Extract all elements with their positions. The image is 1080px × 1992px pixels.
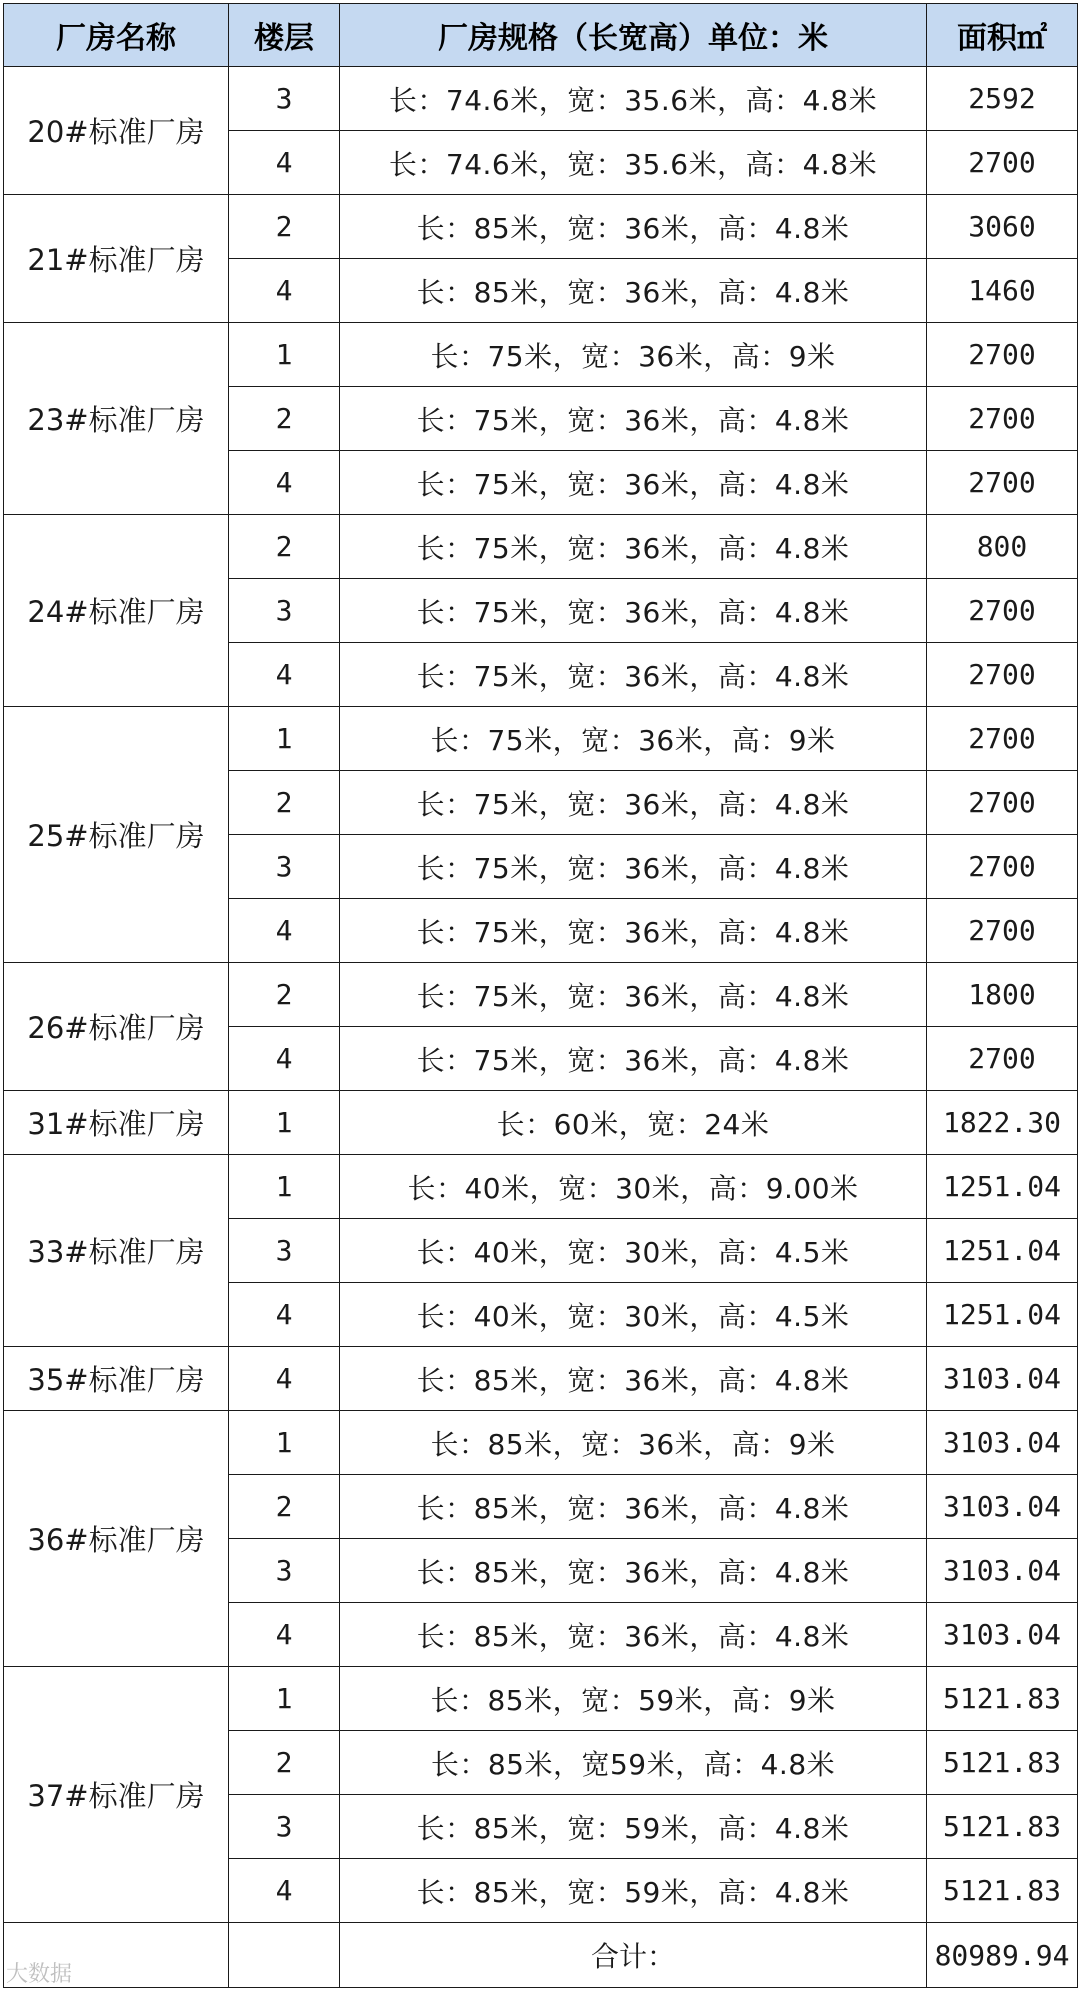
spec-cell: 长：85米，宽：36米，高：4.8米: [340, 1475, 927, 1539]
floor-cell: 1: [229, 707, 340, 771]
total-empty-cell: [229, 1923, 340, 1988]
area-cell: 5121.83: [927, 1859, 1078, 1923]
area-cell: 3060: [927, 195, 1078, 259]
spec-cell: 长：85米，宽：36米，高：4.8米: [340, 259, 927, 323]
spec-cell: 长：75米，宽：36米，高：4.8米: [340, 1027, 927, 1091]
total-row: [4, 1923, 1078, 1988]
table-body: [4, 67, 1078, 1988]
spec-cell: 长：75米，宽：36米，高：4.8米: [340, 515, 927, 579]
area-cell: 2700: [927, 771, 1078, 835]
spec-cell: 长：75米，宽：36米，高：4.8米: [340, 771, 927, 835]
building-name-cell: 25#标准厂房: [4, 707, 229, 963]
floor-cell: 3: [229, 67, 340, 131]
floor-cell: 1: [229, 1155, 340, 1219]
spec-cell: 长：75米，宽：36米，高：4.8米: [340, 963, 927, 1027]
area-cell: 5121.83: [927, 1795, 1078, 1859]
floor-cell: 4: [229, 451, 340, 515]
table-row: [4, 1347, 1078, 1411]
spec-cell: 长：40米，宽：30米，高：4.5米: [340, 1283, 927, 1347]
area-cell: 3103.04: [927, 1411, 1078, 1475]
spec-cell: 长：85米，宽59米，高：4.8米: [340, 1731, 927, 1795]
area-cell: 3103.04: [927, 1603, 1078, 1667]
spec-cell: 长：75米，宽：36米，高：9米: [340, 323, 927, 387]
spec-cell: 长：75米，宽：36米，高：4.8米: [340, 451, 927, 515]
area-cell: 2700: [927, 323, 1078, 387]
area-cell: 1251.04: [927, 1219, 1078, 1283]
area-cell: 3103.04: [927, 1347, 1078, 1411]
floor-cell: 4: [229, 1027, 340, 1091]
spec-cell: 长：85米，宽：59米，高：9米: [340, 1667, 927, 1731]
floor-cell: 4: [229, 1603, 340, 1667]
area-cell: 3103.04: [927, 1475, 1078, 1539]
spec-cell: 长：85米，宽：36米，高：4.8米: [340, 1603, 927, 1667]
table-row: [4, 515, 1078, 579]
floor-cell: 2: [229, 771, 340, 835]
table-row: [4, 323, 1078, 387]
area-cell: 2700: [927, 899, 1078, 963]
floor-cell: 2: [229, 1731, 340, 1795]
spec-cell: 长：85米，宽：36米，高：4.8米: [340, 1347, 927, 1411]
building-name-cell: 20#标准厂房: [4, 67, 229, 195]
floor-cell: 3: [229, 579, 340, 643]
area-cell: 5121.83: [927, 1667, 1078, 1731]
floor-cell: 2: [229, 963, 340, 1027]
spec-cell: 长：75米，宽：36米，高：4.8米: [340, 643, 927, 707]
floor-cell: 2: [229, 1475, 340, 1539]
floor-cell: 4: [229, 643, 340, 707]
table-row: [4, 707, 1078, 771]
area-cell: 2700: [927, 579, 1078, 643]
spec-cell: 长：85米，宽：36米，高：4.8米: [340, 1539, 927, 1603]
floor-cell: 2: [229, 387, 340, 451]
watermark: 大数据: [6, 1962, 73, 1987]
area-cell: 2700: [927, 643, 1078, 707]
building-name-cell: 36#标准厂房: [4, 1411, 229, 1667]
floor-cell: 2: [229, 195, 340, 259]
table-row: [4, 1155, 1078, 1219]
floor-cell: 3: [229, 1795, 340, 1859]
area-cell: 2700: [927, 1027, 1078, 1091]
area-cell: 2700: [927, 835, 1078, 899]
spec-cell: 长：75米，宽：36米，高：4.8米: [340, 835, 927, 899]
spec-cell: 长：75米，宽：36米，高：4.8米: [340, 579, 927, 643]
spec-cell: 长：74.6米，宽：35.6米，高：4.8米: [340, 67, 927, 131]
building-name-cell: 37#标准厂房: [4, 1667, 229, 1923]
building-name-cell: 21#标准厂房: [4, 195, 229, 323]
building-name-cell: 23#标准厂房: [4, 323, 229, 515]
table-header-row: [4, 4, 1078, 67]
floor-cell: 4: [229, 899, 340, 963]
floor-cell: 1: [229, 323, 340, 387]
table-row: [4, 195, 1078, 259]
total-label: 合计：: [340, 1923, 927, 1988]
header-building-name: 厂房名称: [4, 4, 229, 67]
area-cell: 1822.30: [927, 1091, 1078, 1155]
table-row: [4, 67, 1078, 131]
floor-cell: 1: [229, 1667, 340, 1731]
floor-cell: 3: [229, 1539, 340, 1603]
table-row: [4, 1091, 1078, 1155]
floor-cell: 3: [229, 835, 340, 899]
total-value: 80989.94: [927, 1923, 1078, 1988]
table-row: [4, 1411, 1078, 1475]
area-cell: 2700: [927, 387, 1078, 451]
table-row: [4, 1667, 1078, 1731]
header-area: 面积㎡: [927, 4, 1078, 67]
floor-cell: 4: [229, 1283, 340, 1347]
spec-cell: 长：85米，宽：59米，高：4.8米: [340, 1795, 927, 1859]
floor-cell: 1: [229, 1091, 340, 1155]
floor-cell: 1: [229, 1411, 340, 1475]
floor-cell: 4: [229, 1347, 340, 1411]
area-cell: 800: [927, 515, 1078, 579]
area-cell: 2700: [927, 707, 1078, 771]
spec-cell: 长：85米，宽：36米，高：9米: [340, 1411, 927, 1475]
building-name-cell: 26#标准厂房: [4, 963, 229, 1091]
building-name-cell: 33#标准厂房: [4, 1155, 229, 1347]
spec-cell: 长：85米，宽：36米，高：4.8米: [340, 195, 927, 259]
spec-cell: 长：75米，宽：36米，高：9米: [340, 707, 927, 771]
area-cell: 1251.04: [927, 1283, 1078, 1347]
building-name-cell: 31#标准厂房: [4, 1091, 229, 1155]
area-cell: 3103.04: [927, 1539, 1078, 1603]
area-cell: 2700: [927, 131, 1078, 195]
spec-cell: 长：40米，宽：30米，高：9.00米: [340, 1155, 927, 1219]
spec-cell: 长：74.6米，宽：35.6米，高：4.8米: [340, 131, 927, 195]
header-floor: 楼层: [229, 4, 340, 67]
building-name-cell: 35#标准厂房: [4, 1347, 229, 1411]
table-row: [4, 963, 1078, 1027]
floor-cell: 4: [229, 131, 340, 195]
header-spec: 厂房规格（长宽高）单位：米: [340, 4, 927, 67]
area-cell: 1460: [927, 259, 1078, 323]
area-cell: 2700: [927, 451, 1078, 515]
area-cell: 2592: [927, 67, 1078, 131]
spec-cell: 长：75米，宽：36米，高：4.8米: [340, 899, 927, 963]
factory-table-container: [3, 3, 1078, 1988]
spec-cell: 长：60米，宽：24米: [340, 1091, 927, 1155]
area-cell: 1800: [927, 963, 1078, 1027]
building-name-cell: 24#标准厂房: [4, 515, 229, 707]
floor-cell: 4: [229, 1859, 340, 1923]
floor-cell: 3: [229, 1219, 340, 1283]
area-cell: 1251.04: [927, 1155, 1078, 1219]
factory-spec-table: [3, 3, 1078, 1988]
spec-cell: 长：85米，宽：59米，高：4.8米: [340, 1859, 927, 1923]
area-cell: 5121.83: [927, 1731, 1078, 1795]
spec-cell: 长：40米，宽：30米，高：4.5米: [340, 1219, 927, 1283]
spec-cell: 长：75米，宽：36米，高：4.8米: [340, 387, 927, 451]
floor-cell: 2: [229, 515, 340, 579]
floor-cell: 4: [229, 259, 340, 323]
